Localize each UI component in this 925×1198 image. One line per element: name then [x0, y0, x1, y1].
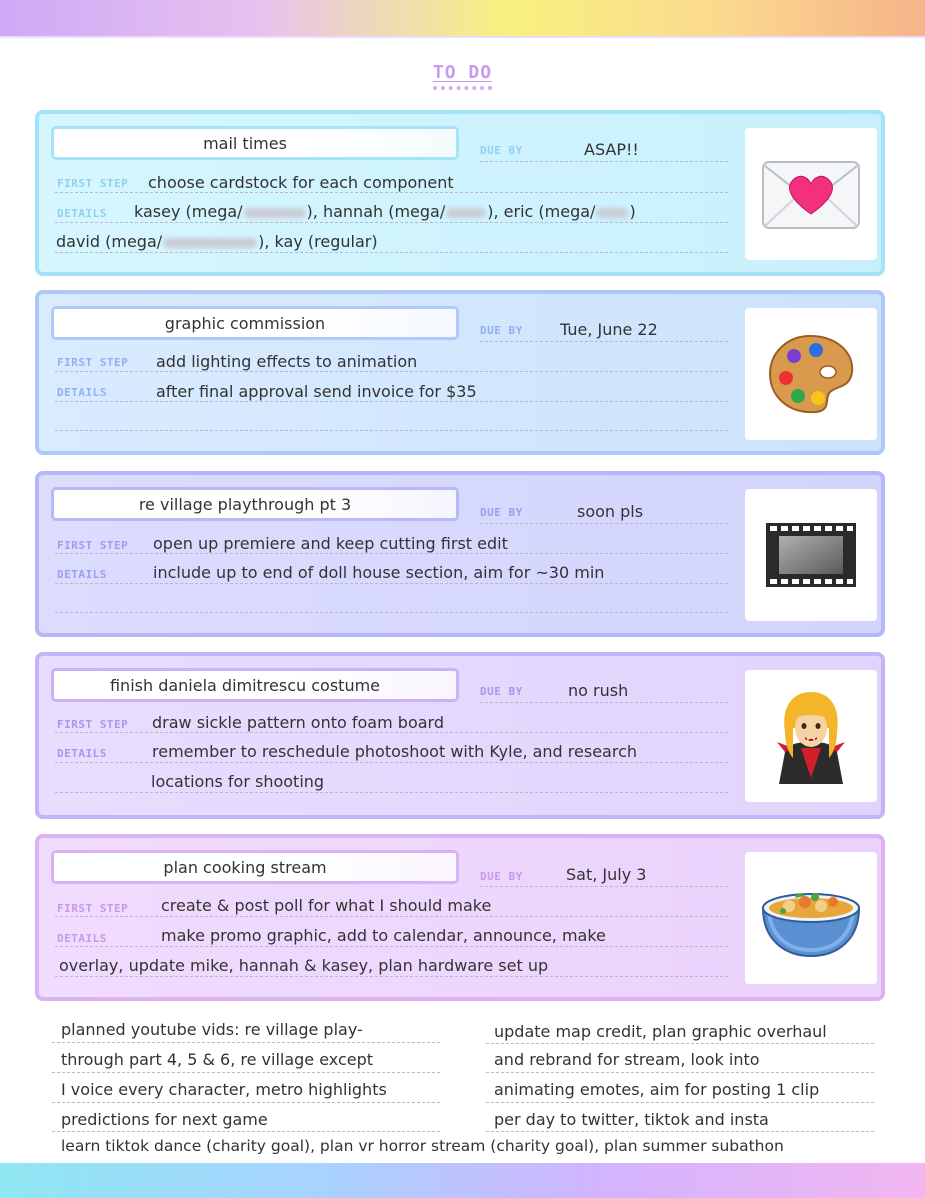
redacted-text: [244, 208, 306, 218]
divider: [480, 341, 728, 342]
redacted-text: [446, 208, 486, 218]
details-value-line1: remember to reschedule photoshoot with Kyle, and research: [152, 742, 638, 761]
due-by-label: DUE BY: [480, 870, 523, 883]
divider: [55, 222, 728, 223]
task-title-box: [51, 668, 459, 702]
divider: [486, 1072, 874, 1073]
task-title-box: [51, 306, 459, 340]
vampire-icon: [745, 670, 877, 802]
divider: [480, 523, 728, 524]
note-right-line: animating emotes, aim for posting 1 clip: [494, 1080, 820, 1099]
divider: [480, 702, 728, 703]
task-card-cooking-stream: [35, 834, 885, 1001]
divider: [55, 252, 728, 253]
task-card-re-village: [35, 471, 885, 637]
first-step-label: FIRST STEP: [57, 539, 129, 552]
note-left-line: through part 4, 5 & 6, re village except: [61, 1050, 374, 1069]
note-left-line: I voice every character, metro highlights: [61, 1080, 387, 1099]
details-value-line2: david (mega/ ), kay (regular): [56, 232, 378, 251]
divider: [486, 1043, 874, 1044]
due-value: Tue, June 22: [560, 320, 658, 339]
due-by-label: DUE BY: [480, 144, 523, 157]
divider: [55, 583, 728, 584]
divider: [55, 916, 728, 917]
due-by-label: DUE BY: [480, 324, 523, 337]
details-value: include up to end of doll house section, aim for ~30 min: [153, 563, 605, 582]
divider: [55, 612, 728, 613]
due-by-label: DUE BY: [480, 506, 523, 519]
top-gradient-band: [0, 0, 925, 36]
details-value-line1: make promo graphic, add to calendar, announce, make: [161, 926, 606, 945]
task-title-box: [51, 126, 459, 160]
details-label: DETAILS: [57, 568, 107, 581]
task-title-box: [51, 487, 459, 521]
details-label: DETAILS: [57, 747, 107, 760]
redacted-text: [163, 238, 257, 248]
divider: [55, 762, 728, 763]
details-value: after final approval send invoice for $35: [156, 382, 477, 401]
task-card-mail-times: [35, 110, 885, 276]
task-title: finish daniela dimitrescu costume: [109, 676, 381, 695]
note-right-line: and rebrand for stream, look into: [494, 1050, 760, 1069]
artist-palette-icon: [745, 308, 877, 440]
divider: [52, 1072, 440, 1073]
note-full-line: learn tiktok dance (charity goal), plan vr horror stream (charity goal), plan summer subathon: [61, 1137, 784, 1155]
details-value-line2: overlay, update mike, hannah & kasey, plan hardware set up: [59, 956, 549, 975]
divider: [486, 1131, 874, 1132]
first-step-value: open up premiere and keep cutting first edit: [153, 534, 508, 553]
divider: [52, 1131, 440, 1132]
redacted-text: [596, 208, 628, 218]
first-step-label: FIRST STEP: [57, 718, 129, 731]
details-value-line1: kasey (mega/ ), hannah (mega/ ), eric (mega/ ): [134, 202, 636, 221]
first-step-value: choose cardstock for each component: [148, 173, 454, 192]
divider: [52, 1102, 440, 1103]
divider: [55, 976, 728, 977]
due-by-label: DUE BY: [480, 685, 523, 698]
task-card-costume: [35, 652, 885, 819]
divider: [55, 401, 728, 402]
task-title: plan cooking stream: [163, 858, 327, 877]
first-step-value: draw sickle pattern onto foam board: [152, 713, 444, 732]
divider: [55, 946, 728, 947]
due-value: no rush: [568, 681, 629, 700]
task-title: graphic commission: [164, 314, 326, 333]
divider: [55, 192, 728, 193]
note-left-line: planned youtube vids: re village play-: [61, 1020, 363, 1039]
first-step-value: create & post poll for what I should make: [161, 896, 492, 915]
details-value-line2: locations for shooting: [151, 772, 325, 791]
divider: [52, 1042, 440, 1043]
details-label: DETAILS: [57, 207, 107, 220]
divider: [55, 792, 728, 793]
divider: [486, 1102, 874, 1103]
bottom-gradient-band: [0, 1163, 925, 1198]
note-left-line: predictions for next game: [61, 1110, 268, 1129]
note-right-line: per day to twitter, tiktok and insta: [494, 1110, 769, 1129]
task-title-box: [51, 850, 459, 884]
stew-icon: [745, 852, 877, 984]
task-card-graphic-commission: [35, 290, 885, 455]
first-step-label: FIRST STEP: [57, 356, 129, 369]
details-label: DETAILS: [57, 386, 107, 399]
divider: [480, 886, 728, 887]
divider: [55, 371, 728, 372]
page-title: TO DO: [0, 62, 925, 90]
details-label: DETAILS: [57, 932, 107, 945]
due-value: ASAP!!: [584, 140, 639, 159]
first-step-value: add lighting effects to animation: [156, 352, 418, 371]
note-right-line: update map credit, plan graphic overhaul: [494, 1022, 827, 1041]
task-title: mail times: [203, 134, 287, 153]
divider: [55, 553, 728, 554]
love-letter-icon: [745, 128, 877, 260]
film-strip-icon: [745, 489, 877, 621]
first-step-label: FIRST STEP: [57, 902, 129, 915]
due-value: soon pls: [577, 502, 644, 521]
divider: [55, 430, 728, 431]
divider: [55, 732, 728, 733]
first-step-label: FIRST STEP: [57, 177, 129, 190]
task-title: re village playthrough pt 3: [138, 495, 352, 514]
due-value: Sat, July 3: [566, 865, 647, 884]
divider: [480, 161, 728, 162]
